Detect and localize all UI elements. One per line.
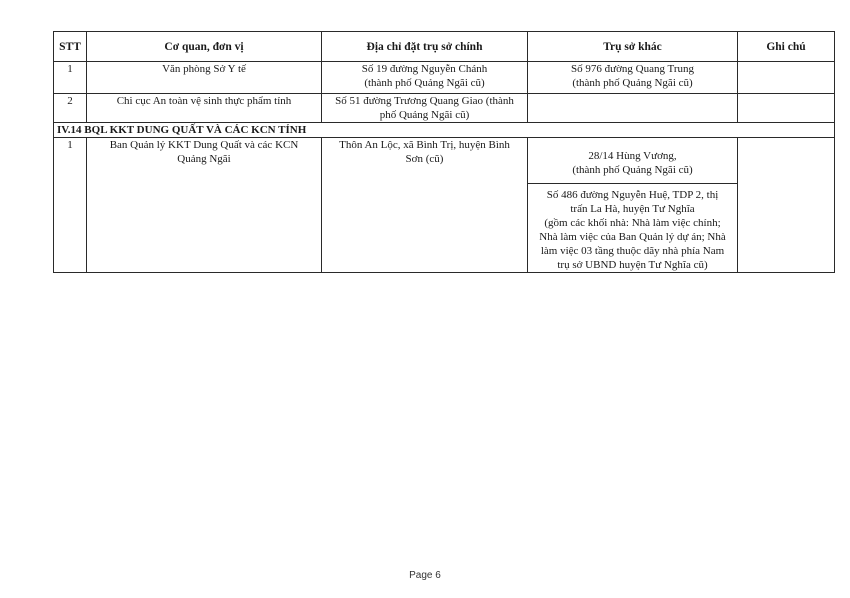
address-line: Số 976 đường Quang Trung [570, 63, 695, 75]
row-stt: 2 [54, 94, 87, 123]
row-agency [87, 138, 322, 273]
header-note: Ghi chú [738, 32, 835, 62]
address-line: làm việc 03 tầng thuộc dãy nhà phía Nam [540, 245, 725, 257]
row-agency: Văn phòng Sở Y tế [87, 62, 322, 94]
header-agency: Cơ quan, đơn vị [87, 32, 322, 62]
address-line: (thành phố Quảng Ngãi cũ) [572, 77, 693, 89]
row-stt: 1 [54, 62, 87, 94]
table-row [54, 94, 835, 123]
agency-line: Ban Quản lý KKT Dung Quất và các KCN [109, 139, 299, 151]
table-header-row [54, 32, 835, 62]
address-line: Số 486 đường Nguyễn Huệ, TDP 2, thị [546, 189, 719, 201]
row-note [738, 62, 835, 94]
row-note [738, 94, 835, 123]
address-line: Số 19 đường Nguyễn Chánh [361, 63, 488, 75]
other-office-b [528, 184, 737, 272]
address-line: (thành phố Quảng Ngãi cũ) [572, 164, 693, 176]
row-other-office [528, 138, 738, 273]
address-line: (thành phố Quảng Ngãi cũ) [364, 77, 485, 89]
address-line: 28/14 Hùng Vương, [588, 150, 677, 162]
address-line: Nhà làm việc của Ban Quản lý dự án; Nhà [539, 231, 726, 243]
row-main-address [322, 138, 528, 273]
row-agency: Chi cục An toàn vệ sinh thực phẩm tỉnh [87, 94, 322, 123]
section-title: IV.14 BQL KKT DUNG QUẤT VÀ CÁC KCN TỈNH [54, 123, 835, 138]
row-main-address [322, 94, 528, 123]
office-address-table [53, 31, 835, 273]
section-header-row [54, 123, 835, 138]
table-row [54, 138, 835, 273]
other-office-a [528, 138, 737, 184]
row-note [738, 138, 835, 273]
agency-line: Quảng Ngãi [177, 153, 231, 165]
row-other-office [528, 62, 738, 94]
address-line: Sơn (cũ) [405, 153, 444, 165]
header-stt: STT [54, 32, 87, 62]
row-other-office [528, 94, 738, 123]
table-row [54, 62, 835, 94]
row-stt: 1 [54, 138, 87, 273]
address-line: trấn La Hà, huyện Tư Nghĩa [570, 203, 695, 215]
address-line: Thôn An Lộc, xã Bình Trị, huyện Bình [339, 139, 510, 151]
address-line: phố Quảng Ngãi cũ) [379, 109, 470, 121]
address-line: Số 51 đường Trương Quang Giao (thành [335, 95, 514, 107]
page-number: Page 6 [409, 570, 441, 581]
address-line: trụ sở UBND huyện Tư Nghĩa cũ) [557, 259, 708, 271]
address-line: (gồm các khối nhà: Nhà làm việc chính; [544, 217, 721, 229]
row-main-address [322, 62, 528, 94]
header-other-office: Trụ sở khác [528, 32, 738, 62]
header-main-address: Địa chỉ đặt trụ sở chính [322, 32, 528, 62]
